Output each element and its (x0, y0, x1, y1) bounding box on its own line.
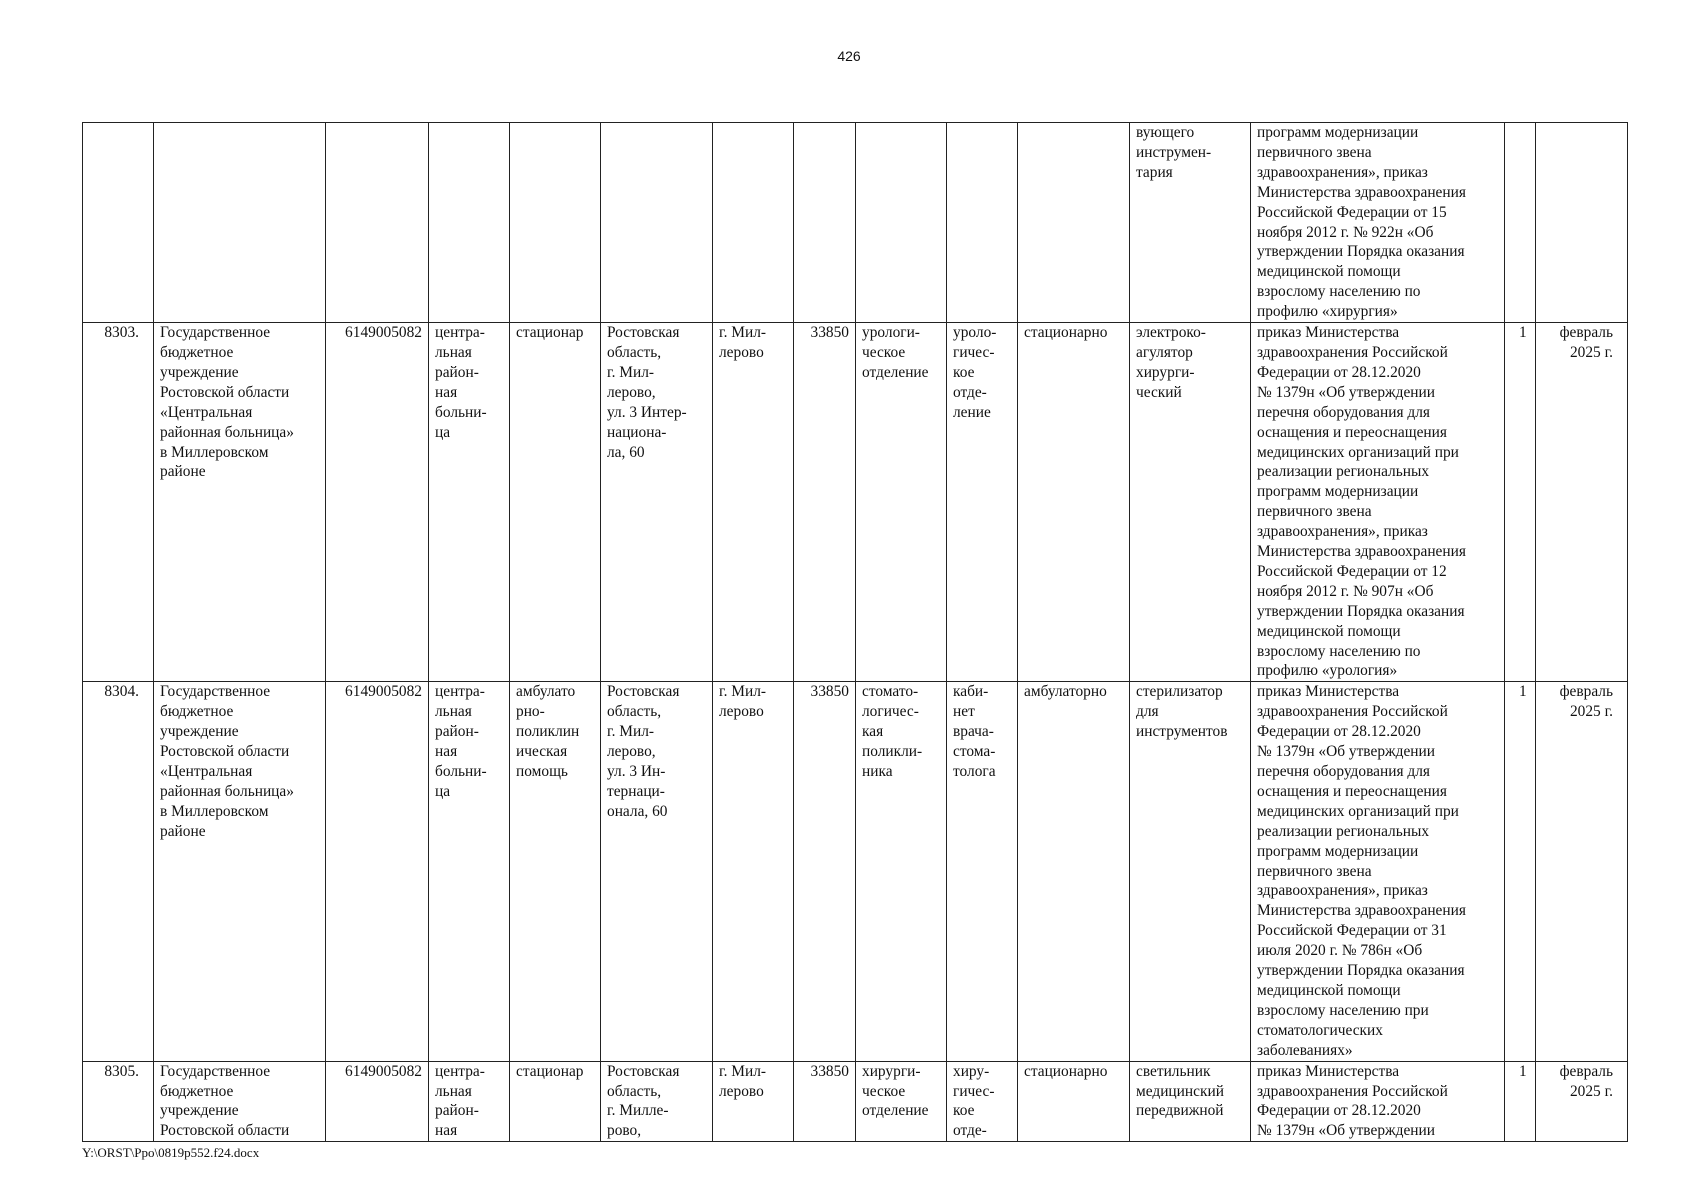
cell-inn: 6149005082 (326, 682, 429, 1061)
cell-locality: г. Мил- лерово (713, 682, 794, 1061)
cell-care-type: амбулато рно- поликлин ическая помощь (510, 682, 601, 1061)
cell-oktmo: 33850 (794, 682, 856, 1061)
equipment-table (82, 122, 1628, 1142)
cell-oktmo (794, 123, 856, 323)
cell-unit: хирурги- ческое отделение (856, 1061, 947, 1142)
page-number: 426 (837, 48, 861, 64)
cell-room (947, 123, 1018, 323)
cell-oktmo: 33850 (794, 1061, 856, 1142)
cell-basis: приказ Министерства здравоохранения Российской Федерации от 28.12.2020 № 1379н «Об утверждении перечня оборудования для оснащения и переоснащения медицинских организаций при реализации региональных программ модернизации первичного звена здравоохранения», приказ Министерства здравоохранения Российской Федерации от 12 ноября 2012 г. № 907н «Об утверждении Порядка оказания медицинской помощи взрослому населению по профилю «урология» (1251, 323, 1505, 682)
cell-unit (856, 123, 947, 323)
cell-organization: Государственное бюджетное учреждение Ростовской области «Центральная районная больница» в Миллеровском районе (154, 682, 326, 1061)
cell-unit: стомато- логичес- кая поликли- ника (856, 682, 947, 1061)
cell-basis: приказ Министерства здравоохранения Российской Федерации от 28.12.2020 № 1379н «Об утверждении (1251, 1061, 1505, 1142)
cell-room: каби- нет врача- стома- толога (947, 682, 1018, 1061)
table-row (83, 123, 1628, 323)
cell-address: Ростовская область, г. Милле- рово, (601, 1061, 713, 1142)
cell-equipment: электроко- агулятор хирурги- ческий (1130, 323, 1251, 682)
cell-care-type (510, 123, 601, 323)
cell-number: 8304. (83, 682, 154, 1061)
table-row (83, 1061, 1628, 1142)
cell-basis: приказ Министерства здравоохранения Российской Федерации от 28.12.2020 № 1379н «Об утверждении перечня оборудования для оснащения и переоснащения медицинских организаций при реализации региональных программ модернизации первичного звена здравоохранения», приказ Министерства здравоохранения Российской Федерации от 31 июля 2020 г. № 786н «Об утверждении Порядка оказания медицинской помощи взрослому населению при стоматологических заболеваниях» (1251, 682, 1505, 1061)
cell-conditions: амбулаторно (1018, 682, 1130, 1061)
cell-date: февраль 2025 г. (1536, 682, 1628, 1061)
cell-address: Ростовская область, г. Мил- лерово, ул. 3 Интер- национа- ла, 60 (601, 323, 713, 682)
cell-number: 8303. (83, 323, 154, 682)
cell-org-type: центра- льная район- ная больни- ца (429, 682, 510, 1061)
cell-quantity: 1 (1505, 682, 1536, 1061)
cell-inn: 6149005082 (326, 323, 429, 682)
cell-room: хиру- гичес- кое отде- (947, 1061, 1018, 1142)
cell-room: уроло- гичес- кое отде- ление (947, 323, 1018, 682)
cell-inn: 6149005082 (326, 1061, 429, 1142)
cell-org-type (429, 123, 510, 323)
cell-care-type: стационар (510, 1061, 601, 1142)
cell-organization: Государственное бюджетное учреждение Ростовской области «Центральная районная больница» в Миллеровском районе (154, 323, 326, 682)
footer-file-path: Y:\ORST\Ppo\0819p552.f24.docx (82, 1145, 260, 1160)
cell-quantity (1505, 123, 1536, 323)
cell-organization: Государственное бюджетное учреждение Ростовской области (154, 1061, 326, 1142)
cell-date: февраль 2025 г. (1536, 323, 1628, 682)
cell-equipment: вующего инструмен- тария (1130, 123, 1251, 323)
cell-quantity: 1 (1505, 323, 1536, 682)
cell-organization (154, 123, 326, 323)
cell-number: 8305. (83, 1061, 154, 1142)
cell-address (601, 123, 713, 323)
cell-address: Ростовская область, г. Мил- лерово, ул. 3 Ин- тернаци- онала, 60 (601, 682, 713, 1061)
cell-equipment: стерилизатор для инструментов (1130, 682, 1251, 1061)
cell-number (83, 123, 154, 323)
cell-date: февраль 2025 г. (1536, 1061, 1628, 1142)
table-row (83, 682, 1628, 1061)
cell-org-type: центра- льная район- ная (429, 1061, 510, 1142)
cell-basis: программ модернизации первичного звена здравоохранения», приказ Министерства здравоохранения Российской Федерации от 15 ноября 2012 г. № 922н «Об утверждении Порядка оказания медицинской помощи взрослому населению по профилю «хирургия» (1251, 123, 1505, 323)
cell-conditions: стационарно (1018, 1061, 1130, 1142)
cell-unit: урологи- ческое отделение (856, 323, 947, 682)
cell-equipment: светильник медицинский передвижной (1130, 1061, 1251, 1142)
cell-locality: г. Мил- лерово (713, 1061, 794, 1142)
table-row (83, 323, 1628, 682)
cell-locality (713, 123, 794, 323)
cell-inn (326, 123, 429, 323)
cell-conditions: стационарно (1018, 323, 1130, 682)
cell-oktmo: 33850 (794, 323, 856, 682)
cell-locality: г. Мил- лерово (713, 323, 794, 682)
cell-quantity: 1 (1505, 1061, 1536, 1142)
cell-conditions (1018, 123, 1130, 323)
cell-org-type: центра- льная район- ная больни- ца (429, 323, 510, 682)
cell-care-type: стационар (510, 323, 601, 682)
cell-date (1536, 123, 1628, 323)
